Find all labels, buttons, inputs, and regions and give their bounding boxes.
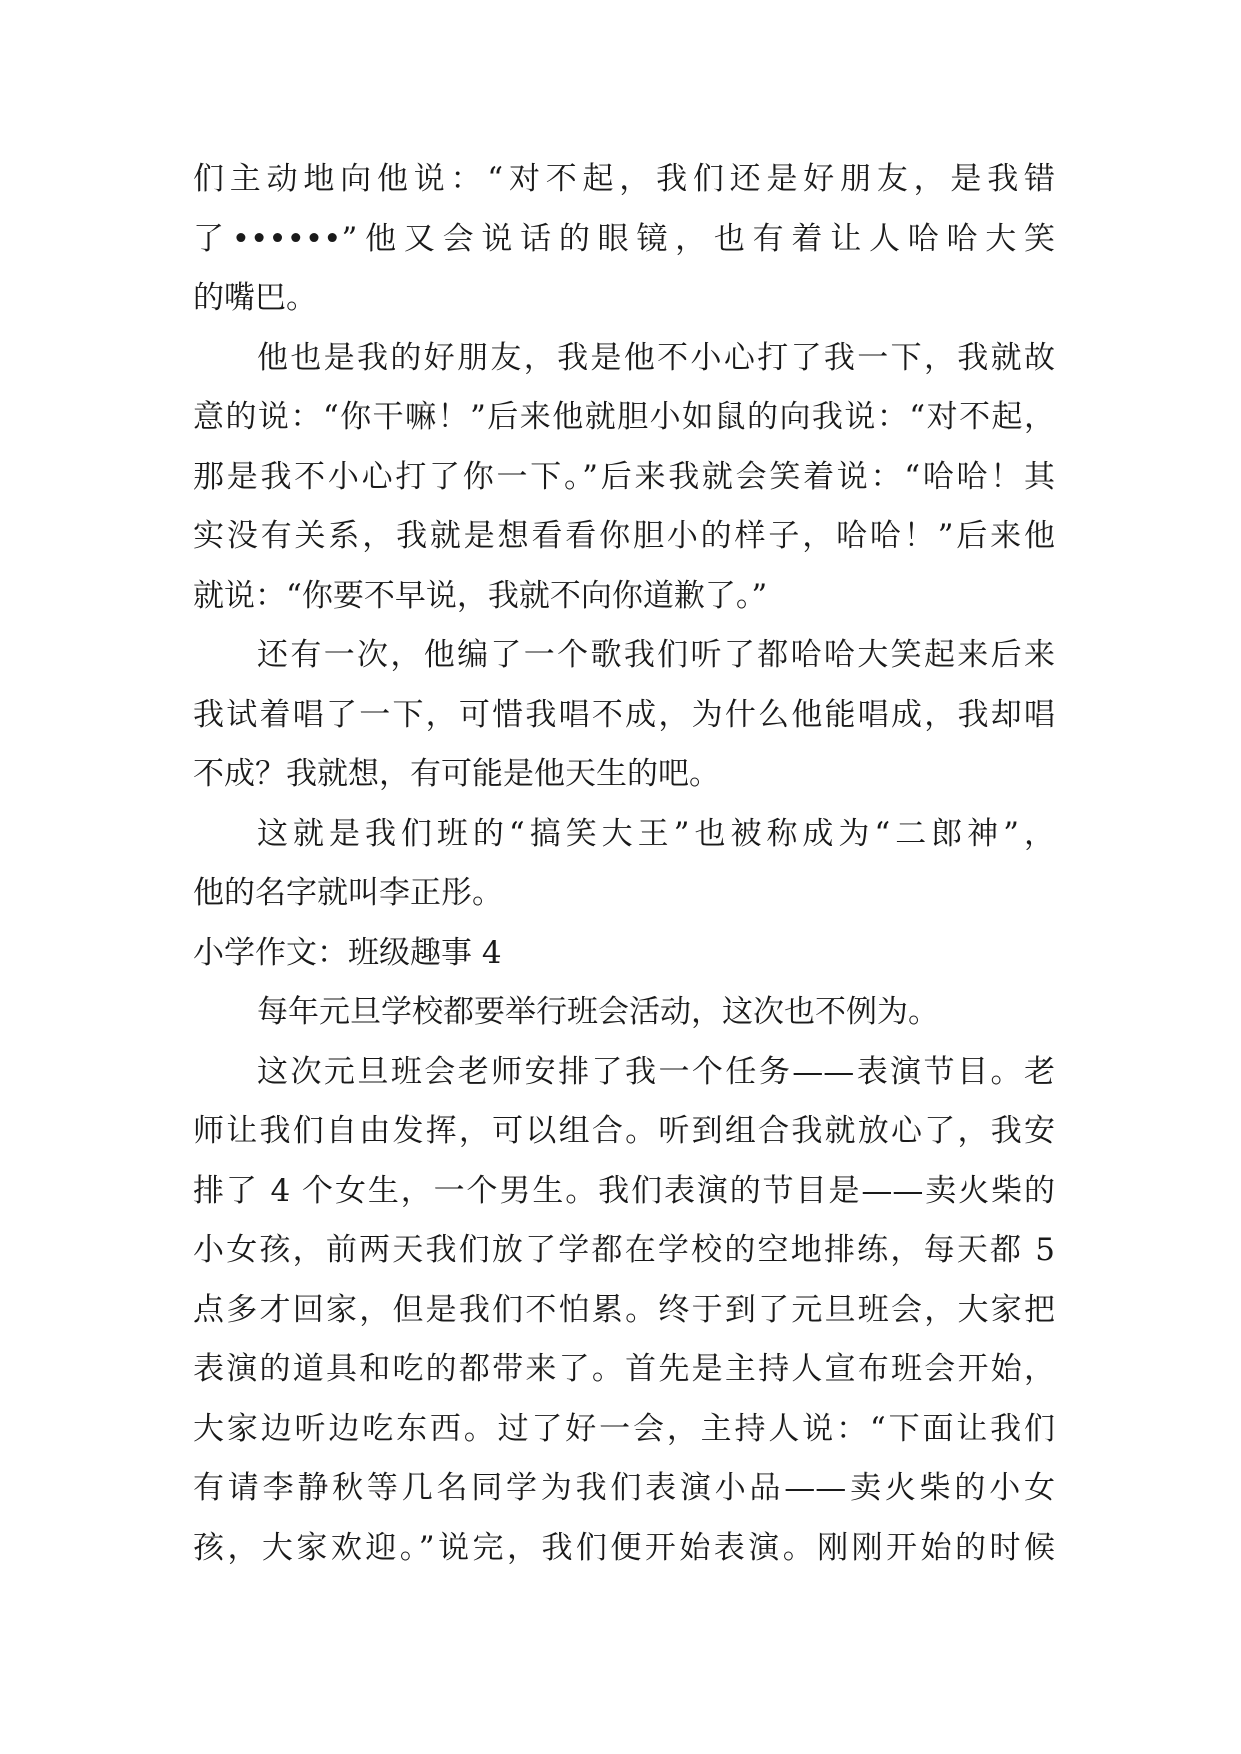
text-line: 排了 4 个女生，一个男生。我们表演的节目是——卖火柴的: [193, 1172, 1055, 1209]
text-line: 我试着唱了一下，可惜我唱不成，为什么他能唱成，我却唱: [193, 696, 1055, 733]
text-line: 孩，大家欢迎。”说完，我们便开始表演。刚刚开始的时候: [193, 1529, 1055, 1566]
text-line: 实没有关系，我就是想看看你胆小的样子，哈哈！”后来他: [193, 518, 1055, 554]
text-line: 大家边听边吃东西。过了好一会，主持人说：“下面让我们: [193, 1410, 1055, 1447]
text-line: 师让我们自由发挥，可以组合。听到组合我就放心了，我安: [193, 1113, 1055, 1149]
paragraph-start-line: 这就是我们班的“搞笑大王”也被称成为“二郎神”，: [257, 815, 1055, 852]
text-line: 了••••••”他又会说话的眼镜，也有着让人哈哈大笑: [193, 220, 1055, 257]
paragraph-start-line: 他也是我的好朋友，我是他不小心打了我一下，我就故: [257, 339, 1055, 376]
document-page: [193, 150, 1055, 1578]
text-line: 表演的道具和吃的都带来了。首先是主持人宣布班会开始，: [193, 1351, 1055, 1387]
text-line: 不成？我就想，有可能是他天生的吧。: [193, 756, 720, 792]
text-line: 就说：“你要不早说，我就不向你道歉了。”: [193, 577, 768, 614]
text-line: 小女孩，前两天我们放了学都在学校的空地排练，每天都 5: [193, 1232, 1055, 1268]
text-line: 他的名字就叫李正彤。: [193, 875, 503, 911]
text-line: 有请李静秋等几名同学为我们表演小品——卖火柴的小女: [193, 1470, 1055, 1506]
text-line: 那是我不小心打了你一下。”后来我就会笑着说：“哈哈！其: [193, 458, 1055, 495]
text-line: 的嘴巴。: [193, 280, 317, 316]
paragraph-start-line: 每年元旦学校都要举行班会活动，这次也不例为。: [257, 994, 939, 1030]
section-heading: 小学作文：班级趣事 4: [193, 934, 502, 971]
text-line: 点多才回家，但是我们不怕累。终于到了元旦班会，大家把: [193, 1291, 1055, 1328]
text-line: 们主动地向他说：“对不起，我们还是好朋友，是我错: [193, 161, 1055, 197]
paragraph-start-line: 这次元旦班会老师安排了我一个任务——表演节目。老: [257, 1053, 1055, 1090]
text-line: 意的说：“你干嘛！”后来他就胆小如鼠的向我说：“对不起，: [193, 399, 1055, 435]
paragraph-start-line: 还有一次，他编了一个歌我们听了都哈哈大笑起来后来: [257, 637, 1055, 673]
